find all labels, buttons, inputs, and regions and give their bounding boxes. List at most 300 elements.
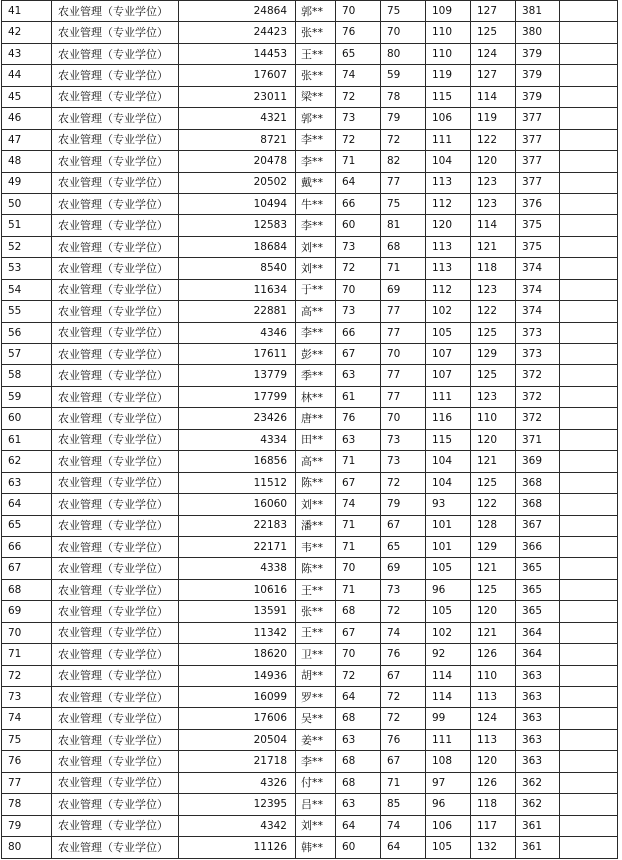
total-score-cell: 363: [516, 708, 560, 729]
exam-id-cell: 24864: [179, 1, 296, 22]
politics-score-cell: 60: [336, 215, 381, 236]
empty-cell: [560, 365, 618, 386]
subject-one-score-cell: 115: [426, 86, 471, 107]
politics-score-cell: 71: [336, 579, 381, 600]
candidate-name-cell: 高**: [296, 451, 336, 472]
empty-cell: [560, 86, 618, 107]
subject-two-score-cell: 125: [471, 472, 516, 493]
subject-one-score-cell: 92: [426, 644, 471, 665]
table-row: [2, 708, 618, 729]
politics-score-cell: 63: [336, 729, 381, 750]
candidate-name-cell: 刘**: [296, 815, 336, 836]
subject-two-score-cell: 123: [471, 193, 516, 214]
total-score-cell: 363: [516, 751, 560, 772]
candidate-name-cell: 张**: [296, 22, 336, 43]
table-row: [2, 365, 618, 386]
candidate-name-cell: 李**: [296, 751, 336, 772]
rank-cell: 64: [2, 494, 52, 515]
subject-two-score-cell: 126: [471, 644, 516, 665]
major-cell: 农业管理（专业学位）: [52, 451, 179, 472]
subject-one-score-cell: 107: [426, 365, 471, 386]
english-score-cell: 78: [381, 86, 426, 107]
subject-one-score-cell: 99: [426, 708, 471, 729]
total-score-cell: 363: [516, 687, 560, 708]
exam-id-cell: 17606: [179, 708, 296, 729]
table-row: [2, 536, 618, 557]
rank-cell: 57: [2, 344, 52, 365]
total-score-cell: 363: [516, 729, 560, 750]
total-score-cell: 379: [516, 65, 560, 86]
table-row: [2, 579, 618, 600]
rank-cell: 69: [2, 601, 52, 622]
subject-one-score-cell: 114: [426, 687, 471, 708]
rank-cell: 77: [2, 772, 52, 793]
empty-cell: [560, 22, 618, 43]
subject-one-score-cell: 104: [426, 472, 471, 493]
english-score-cell: 59: [381, 65, 426, 86]
total-score-cell: 374: [516, 279, 560, 300]
exam-id-cell: 12395: [179, 794, 296, 815]
english-score-cell: 77: [381, 172, 426, 193]
major-cell: 农业管理（专业学位）: [52, 322, 179, 343]
politics-score-cell: 72: [336, 86, 381, 107]
rank-cell: 72: [2, 665, 52, 686]
table-row: [2, 772, 618, 793]
major-cell: 农业管理（专业学位）: [52, 579, 179, 600]
major-cell: 农业管理（专业学位）: [52, 665, 179, 686]
table-row: [2, 65, 618, 86]
total-score-cell: 374: [516, 301, 560, 322]
empty-cell: [560, 601, 618, 622]
subject-two-score-cell: 119: [471, 108, 516, 129]
rank-cell: 44: [2, 65, 52, 86]
total-score-cell: 367: [516, 515, 560, 536]
english-score-cell: 72: [381, 601, 426, 622]
table-row: [2, 129, 618, 150]
politics-score-cell: 71: [336, 515, 381, 536]
table-row: [2, 1, 618, 22]
subject-one-score-cell: 113: [426, 236, 471, 257]
rank-cell: 71: [2, 644, 52, 665]
total-score-cell: 375: [516, 215, 560, 236]
subject-two-score-cell: 122: [471, 301, 516, 322]
exam-id-cell: 20502: [179, 172, 296, 193]
politics-score-cell: 63: [336, 365, 381, 386]
exam-id-cell: 11634: [179, 279, 296, 300]
politics-score-cell: 63: [336, 794, 381, 815]
politics-score-cell: 68: [336, 601, 381, 622]
total-score-cell: 380: [516, 22, 560, 43]
total-score-cell: 365: [516, 558, 560, 579]
exam-id-cell: 16099: [179, 687, 296, 708]
total-score-cell: 376: [516, 193, 560, 214]
subject-one-score-cell: 114: [426, 665, 471, 686]
major-cell: 农业管理（专业学位）: [52, 344, 179, 365]
english-score-cell: 77: [381, 301, 426, 322]
total-score-cell: 372: [516, 365, 560, 386]
table-row: [2, 494, 618, 515]
candidate-name-cell: 牛**: [296, 193, 336, 214]
subject-one-score-cell: 107: [426, 344, 471, 365]
english-score-cell: 76: [381, 644, 426, 665]
empty-cell: [560, 751, 618, 772]
subject-one-score-cell: 115: [426, 429, 471, 450]
table-row: [2, 729, 618, 750]
subject-two-score-cell: 128: [471, 515, 516, 536]
subject-two-score-cell: 117: [471, 815, 516, 836]
total-score-cell: 361: [516, 837, 560, 858]
table-row: [2, 344, 618, 365]
english-score-cell: 73: [381, 429, 426, 450]
candidate-name-cell: 卫**: [296, 644, 336, 665]
subject-one-score-cell: 113: [426, 172, 471, 193]
exam-id-cell: 4338: [179, 558, 296, 579]
empty-cell: [560, 687, 618, 708]
subject-two-score-cell: 122: [471, 494, 516, 515]
candidate-name-cell: 韩**: [296, 837, 336, 858]
subject-two-score-cell: 118: [471, 794, 516, 815]
rank-cell: 66: [2, 536, 52, 557]
subject-two-score-cell: 127: [471, 65, 516, 86]
empty-cell: [560, 837, 618, 858]
table-row: [2, 386, 618, 407]
subject-two-score-cell: 120: [471, 751, 516, 772]
total-score-cell: 361: [516, 815, 560, 836]
candidate-name-cell: 唐**: [296, 408, 336, 429]
table-row: [2, 558, 618, 579]
major-cell: 农业管理（专业学位）: [52, 408, 179, 429]
table-row: [2, 301, 618, 322]
english-score-cell: 70: [381, 22, 426, 43]
candidate-name-cell: 姜**: [296, 729, 336, 750]
candidate-name-cell: 付**: [296, 772, 336, 793]
total-score-cell: 373: [516, 344, 560, 365]
subject-one-score-cell: 112: [426, 193, 471, 214]
major-cell: 农业管理（专业学位）: [52, 65, 179, 86]
total-score-cell: 374: [516, 258, 560, 279]
politics-score-cell: 71: [336, 451, 381, 472]
empty-cell: [560, 536, 618, 557]
subject-two-score-cell: 122: [471, 129, 516, 150]
table-row: [2, 258, 618, 279]
empty-cell: [560, 151, 618, 172]
english-score-cell: 79: [381, 494, 426, 515]
major-cell: 农业管理（专业学位）: [52, 644, 179, 665]
english-score-cell: 68: [381, 236, 426, 257]
empty-cell: [560, 1, 618, 22]
table-row: [2, 172, 618, 193]
empty-cell: [560, 729, 618, 750]
table-row: [2, 193, 618, 214]
english-score-cell: 70: [381, 344, 426, 365]
exam-id-cell: 20478: [179, 151, 296, 172]
candidate-name-cell: 戴**: [296, 172, 336, 193]
rank-cell: 41: [2, 1, 52, 22]
exam-id-cell: 4334: [179, 429, 296, 450]
subject-two-score-cell: 120: [471, 151, 516, 172]
empty-cell: [560, 301, 618, 322]
english-score-cell: 67: [381, 665, 426, 686]
exam-id-cell: 8540: [179, 258, 296, 279]
table-row: [2, 815, 618, 836]
candidate-name-cell: 王**: [296, 43, 336, 64]
total-score-cell: 379: [516, 43, 560, 64]
english-score-cell: 75: [381, 193, 426, 214]
english-score-cell: 72: [381, 472, 426, 493]
empty-cell: [560, 43, 618, 64]
total-score-cell: 368: [516, 472, 560, 493]
subject-two-score-cell: 113: [471, 687, 516, 708]
subject-one-score-cell: 120: [426, 215, 471, 236]
total-score-cell: 366: [516, 536, 560, 557]
empty-cell: [560, 708, 618, 729]
subject-two-score-cell: 118: [471, 258, 516, 279]
major-cell: 农业管理（专业学位）: [52, 515, 179, 536]
candidate-name-cell: 王**: [296, 579, 336, 600]
major-cell: 农业管理（专业学位）: [52, 815, 179, 836]
major-cell: 农业管理（专业学位）: [52, 22, 179, 43]
subject-two-score-cell: 125: [471, 22, 516, 43]
subject-one-score-cell: 116: [426, 408, 471, 429]
rank-cell: 65: [2, 515, 52, 536]
major-cell: 农业管理（专业学位）: [52, 279, 179, 300]
politics-score-cell: 68: [336, 772, 381, 793]
subject-two-score-cell: 127: [471, 1, 516, 22]
empty-cell: [560, 258, 618, 279]
candidate-name-cell: 张**: [296, 65, 336, 86]
subject-two-score-cell: 120: [471, 429, 516, 450]
politics-score-cell: 68: [336, 708, 381, 729]
exam-id-cell: 17799: [179, 386, 296, 407]
subject-two-score-cell: 129: [471, 344, 516, 365]
candidate-name-cell: 李**: [296, 215, 336, 236]
major-cell: 农业管理（专业学位）: [52, 429, 179, 450]
table-row: [2, 622, 618, 643]
rank-cell: 63: [2, 472, 52, 493]
politics-score-cell: 64: [336, 687, 381, 708]
exam-id-cell: 22171: [179, 536, 296, 557]
exam-id-cell: 21718: [179, 751, 296, 772]
subject-one-score-cell: 104: [426, 151, 471, 172]
empty-cell: [560, 172, 618, 193]
empty-cell: [560, 193, 618, 214]
table-row: [2, 751, 618, 772]
empty-cell: [560, 451, 618, 472]
rank-cell: 55: [2, 301, 52, 322]
empty-cell: [560, 129, 618, 150]
exam-id-cell: 10494: [179, 193, 296, 214]
exam-id-cell: 23011: [179, 86, 296, 107]
exam-id-cell: 13779: [179, 365, 296, 386]
politics-score-cell: 72: [336, 258, 381, 279]
exam-id-cell: 11342: [179, 622, 296, 643]
subject-two-score-cell: 125: [471, 579, 516, 600]
english-score-cell: 64: [381, 837, 426, 858]
english-score-cell: 74: [381, 815, 426, 836]
major-cell: 农业管理（专业学位）: [52, 86, 179, 107]
total-score-cell: 362: [516, 772, 560, 793]
empty-cell: [560, 815, 618, 836]
subject-one-score-cell: 105: [426, 558, 471, 579]
english-score-cell: 75: [381, 1, 426, 22]
table-row: [2, 601, 618, 622]
candidate-name-cell: 陈**: [296, 558, 336, 579]
table-row: [2, 429, 618, 450]
english-score-cell: 72: [381, 687, 426, 708]
major-cell: 农业管理（专业学位）: [52, 729, 179, 750]
rank-cell: 50: [2, 193, 52, 214]
subject-one-score-cell: 104: [426, 451, 471, 472]
subject-two-score-cell: 121: [471, 558, 516, 579]
major-cell: 农业管理（专业学位）: [52, 151, 179, 172]
subject-one-score-cell: 113: [426, 258, 471, 279]
table-row: [2, 515, 618, 536]
subject-two-score-cell: 110: [471, 665, 516, 686]
subject-one-score-cell: 101: [426, 536, 471, 557]
major-cell: 农业管理（专业学位）: [52, 601, 179, 622]
english-score-cell: 65: [381, 536, 426, 557]
total-score-cell: 377: [516, 129, 560, 150]
major-cell: 农业管理（专业学位）: [52, 558, 179, 579]
total-score-cell: 372: [516, 386, 560, 407]
candidate-name-cell: 季**: [296, 365, 336, 386]
major-cell: 农业管理（专业学位）: [52, 108, 179, 129]
candidate-name-cell: 吴**: [296, 708, 336, 729]
exam-id-cell: 17607: [179, 65, 296, 86]
politics-score-cell: 67: [336, 622, 381, 643]
total-score-cell: 368: [516, 494, 560, 515]
exam-id-cell: 13591: [179, 601, 296, 622]
english-score-cell: 69: [381, 279, 426, 300]
rank-cell: 58: [2, 365, 52, 386]
english-score-cell: 72: [381, 708, 426, 729]
subject-one-score-cell: 109: [426, 1, 471, 22]
english-score-cell: 77: [381, 365, 426, 386]
rank-cell: 60: [2, 408, 52, 429]
exam-id-cell: 10616: [179, 579, 296, 600]
subject-one-score-cell: 102: [426, 301, 471, 322]
subject-one-score-cell: 111: [426, 129, 471, 150]
politics-score-cell: 67: [336, 344, 381, 365]
empty-cell: [560, 65, 618, 86]
english-score-cell: 76: [381, 729, 426, 750]
exam-id-cell: 23426: [179, 408, 296, 429]
subject-one-score-cell: 111: [426, 729, 471, 750]
major-cell: 农业管理（专业学位）: [52, 365, 179, 386]
total-score-cell: 381: [516, 1, 560, 22]
candidate-name-cell: 梁**: [296, 86, 336, 107]
major-cell: 农业管理（专业学位）: [52, 172, 179, 193]
candidate-name-cell: 刘**: [296, 494, 336, 515]
exam-id-cell: 4346: [179, 322, 296, 343]
major-cell: 农业管理（专业学位）: [52, 193, 179, 214]
english-score-cell: 80: [381, 43, 426, 64]
major-cell: 农业管理（专业学位）: [52, 536, 179, 557]
empty-cell: [560, 279, 618, 300]
subject-one-score-cell: 110: [426, 43, 471, 64]
politics-score-cell: 64: [336, 815, 381, 836]
politics-score-cell: 70: [336, 1, 381, 22]
english-score-cell: 73: [381, 579, 426, 600]
english-score-cell: 67: [381, 751, 426, 772]
table-row: [2, 43, 618, 64]
english-score-cell: 82: [381, 151, 426, 172]
exam-id-cell: 12583: [179, 215, 296, 236]
rank-cell: 62: [2, 451, 52, 472]
major-cell: 农业管理（专业学位）: [52, 129, 179, 150]
english-score-cell: 72: [381, 129, 426, 150]
politics-score-cell: 66: [336, 322, 381, 343]
table-row: [2, 472, 618, 493]
empty-cell: [560, 408, 618, 429]
rank-cell: 80: [2, 837, 52, 858]
empty-cell: [560, 772, 618, 793]
empty-cell: [560, 665, 618, 686]
exam-id-cell: 18620: [179, 644, 296, 665]
subject-one-score-cell: 105: [426, 322, 471, 343]
english-score-cell: 70: [381, 408, 426, 429]
subject-two-score-cell: 129: [471, 536, 516, 557]
table-row: [2, 279, 618, 300]
empty-cell: [560, 794, 618, 815]
politics-score-cell: 74: [336, 494, 381, 515]
subject-two-score-cell: 125: [471, 365, 516, 386]
exam-id-cell: 16060: [179, 494, 296, 515]
politics-score-cell: 70: [336, 644, 381, 665]
rank-cell: 75: [2, 729, 52, 750]
english-score-cell: 74: [381, 622, 426, 643]
exam-id-cell: 14936: [179, 665, 296, 686]
empty-cell: [560, 108, 618, 129]
major-cell: 农业管理（专业学位）: [52, 258, 179, 279]
subject-two-score-cell: 120: [471, 601, 516, 622]
total-score-cell: 373: [516, 322, 560, 343]
subject-two-score-cell: 124: [471, 43, 516, 64]
rank-cell: 70: [2, 622, 52, 643]
politics-score-cell: 72: [336, 665, 381, 686]
table-row: [2, 687, 618, 708]
total-score-cell: 377: [516, 108, 560, 129]
rank-cell: 48: [2, 151, 52, 172]
english-score-cell: 71: [381, 258, 426, 279]
exam-id-cell: 14453: [179, 43, 296, 64]
exam-id-cell: 22881: [179, 301, 296, 322]
empty-cell: [560, 344, 618, 365]
exam-id-cell: 8721: [179, 129, 296, 150]
politics-score-cell: 61: [336, 386, 381, 407]
politics-score-cell: 70: [336, 279, 381, 300]
rank-cell: 45: [2, 86, 52, 107]
rank-cell: 42: [2, 22, 52, 43]
table-row: [2, 236, 618, 257]
politics-score-cell: 73: [336, 301, 381, 322]
subject-two-score-cell: 123: [471, 279, 516, 300]
exam-id-cell: 22183: [179, 515, 296, 536]
subject-one-score-cell: 93: [426, 494, 471, 515]
exam-id-cell: 24423: [179, 22, 296, 43]
politics-score-cell: 67: [336, 472, 381, 493]
major-cell: 农业管理（专业学位）: [52, 1, 179, 22]
empty-cell: [560, 322, 618, 343]
total-score-cell: 369: [516, 451, 560, 472]
subject-one-score-cell: 106: [426, 108, 471, 129]
rank-cell: 68: [2, 579, 52, 600]
rank-cell: 51: [2, 215, 52, 236]
exam-id-cell: 4342: [179, 815, 296, 836]
subject-one-score-cell: 110: [426, 22, 471, 43]
exam-id-cell: 17611: [179, 344, 296, 365]
subject-one-score-cell: 96: [426, 794, 471, 815]
